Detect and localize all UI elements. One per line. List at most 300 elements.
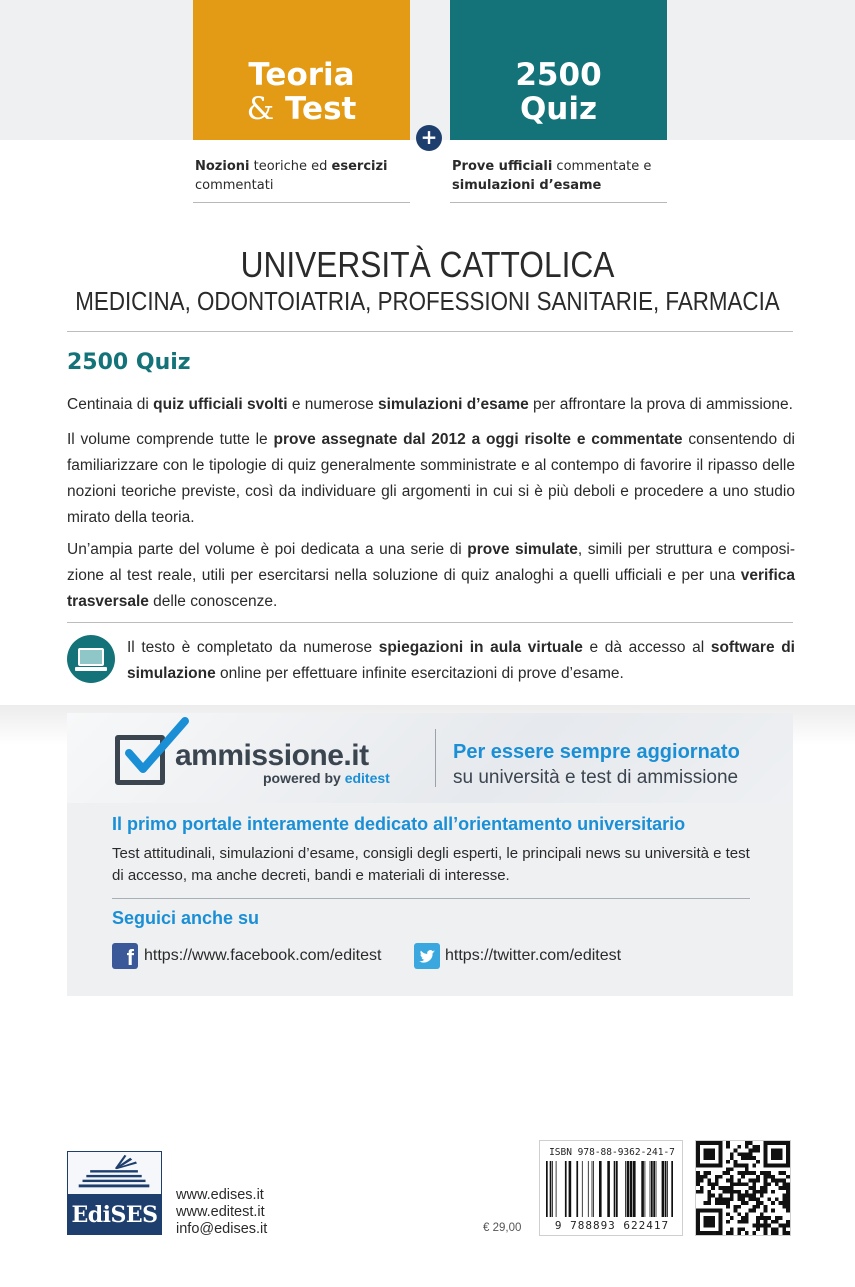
- qr-module: [700, 1179, 704, 1183]
- qr-module: [711, 1209, 715, 1213]
- qr-module: [741, 1175, 745, 1179]
- qr-module: [779, 1171, 783, 1175]
- qr-module: [779, 1216, 783, 1220]
- qr-module: [749, 1186, 753, 1190]
- qr-module: [756, 1201, 760, 1205]
- qr-module: [711, 1182, 715, 1186]
- qr-module: [771, 1220, 775, 1224]
- qr-module: [700, 1186, 704, 1190]
- qr-module: [779, 1141, 783, 1145]
- text: e numerose: [287, 396, 378, 413]
- qr-module: [745, 1231, 749, 1235]
- qr-module: [745, 1164, 749, 1168]
- qr-module: [756, 1160, 760, 1164]
- qr-module: [741, 1164, 745, 1168]
- qr-module: [786, 1141, 790, 1145]
- top-band: [0, 0, 855, 140]
- qr-module: [696, 1179, 700, 1183]
- qr-module: [704, 1152, 708, 1156]
- monitor-base: [75, 667, 107, 671]
- qr-module: [737, 1182, 741, 1186]
- qr-module: [771, 1156, 775, 1160]
- barcode-bar: [627, 1161, 630, 1217]
- text: online per effettuare infinite esercitazioni di prove d’esame.: [215, 665, 624, 682]
- qr-module: [764, 1179, 768, 1183]
- qr-module: [704, 1141, 708, 1145]
- price: € 29,00: [483, 1222, 522, 1234]
- qr-module: [767, 1175, 771, 1179]
- barcode-bars: [546, 1161, 678, 1217]
- qr-module: [696, 1149, 700, 1153]
- website-edises[interactable]: www.edises.it: [176, 1187, 264, 1203]
- qr-module: [704, 1216, 708, 1220]
- qr-module: [696, 1182, 700, 1186]
- qr-module: [749, 1149, 753, 1153]
- qr-module: [711, 1141, 715, 1145]
- qr-module: [764, 1220, 768, 1224]
- qr-module: [696, 1145, 700, 1149]
- qr-module: [749, 1197, 753, 1201]
- divider: [67, 331, 793, 332]
- qr-module: [726, 1205, 730, 1209]
- qr-module: [696, 1227, 700, 1231]
- qr-module: [752, 1179, 756, 1183]
- portal-heading: Il primo portale interamente dedicato all’orientamento universitario: [112, 814, 686, 834]
- qr-module: [749, 1179, 753, 1183]
- qr-module: [786, 1209, 790, 1213]
- qr-module: [745, 1190, 749, 1194]
- qr-module: [700, 1190, 704, 1194]
- ammissione-header: [67, 713, 793, 803]
- qr-module: [711, 1156, 715, 1160]
- qr-module: [730, 1227, 734, 1231]
- teoria-caption: [195, 157, 410, 195]
- qr-module: [764, 1209, 768, 1213]
- paragraph-4: [127, 635, 795, 687]
- qr-module: [719, 1197, 723, 1201]
- qr-module: [704, 1164, 708, 1168]
- qr-module: [775, 1152, 779, 1156]
- barcode-bar: [582, 1161, 583, 1217]
- qr-module: [786, 1182, 790, 1186]
- qr-module: [726, 1220, 730, 1224]
- qr-module: [749, 1194, 753, 1198]
- qr-module: [707, 1216, 711, 1220]
- qr-module: [752, 1171, 756, 1175]
- qr-module: [752, 1182, 756, 1186]
- text: consentendo di familiarizzare con le tipologie di quiz generalmente somministrate e al contempo di favorire il ripasso delle nozioni teoriche previste, così da individuare gli argomenti in cui si è più deboli e procedere a uno studio mirato della teoria.: [67, 431, 795, 526]
- tagline-2: su università e test di ammissione: [453, 767, 739, 788]
- barcode-bar: [645, 1161, 646, 1217]
- qr-module: [704, 1149, 708, 1153]
- qr-module: [726, 1167, 730, 1171]
- website-editest[interactable]: www.editest.it: [176, 1204, 265, 1220]
- qr-module: [767, 1164, 771, 1168]
- qr-module: [756, 1145, 760, 1149]
- barcode-bar: [625, 1161, 626, 1217]
- qr-module: [741, 1216, 745, 1220]
- qr-module: [719, 1227, 723, 1231]
- qr-module: [771, 1141, 775, 1145]
- powered-by: [263, 770, 390, 786]
- qr-module: [700, 1231, 704, 1235]
- qr-module: [786, 1186, 790, 1190]
- qr-module: [730, 1194, 734, 1198]
- qr-module: [707, 1190, 711, 1194]
- qr-module: [775, 1141, 779, 1145]
- qr-module: [756, 1190, 760, 1194]
- qr-module: [745, 1156, 749, 1160]
- qr-module: [707, 1209, 711, 1213]
- qr-module: [745, 1220, 749, 1224]
- qr-module: [707, 1224, 711, 1228]
- qr-module: [786, 1190, 790, 1194]
- qr-module: [764, 1190, 768, 1194]
- barcode-bar: [593, 1161, 594, 1217]
- qr-module: [786, 1149, 790, 1153]
- qr-module: [711, 1149, 715, 1153]
- qr-module: [764, 1231, 768, 1235]
- qr-module: [782, 1224, 786, 1228]
- qr-module: [782, 1179, 786, 1183]
- qr-module: [730, 1231, 734, 1235]
- barcode-bar: [607, 1161, 610, 1217]
- qr-module: [726, 1201, 730, 1205]
- text: Il volume comprende tutte le: [67, 431, 274, 448]
- qr-module: [726, 1197, 730, 1201]
- bold-text: quiz ufficiali svolti: [153, 396, 288, 413]
- qr-module: [764, 1145, 768, 1149]
- qr-module: [760, 1216, 764, 1220]
- qr-module: [734, 1160, 738, 1164]
- qr-module: [707, 1149, 711, 1153]
- qr-module: [775, 1220, 779, 1224]
- qr-module: [786, 1205, 790, 1209]
- caption-text: commentate e: [552, 159, 652, 174]
- qr-module: [719, 1212, 723, 1216]
- qr-module: [707, 1231, 711, 1235]
- section-title: 2500 Quiz: [67, 350, 191, 375]
- ampersand: &: [246, 91, 275, 127]
- qr-module: [786, 1152, 790, 1156]
- text: e dà accesso al: [582, 639, 711, 656]
- qr-module: [719, 1156, 723, 1160]
- qr-module: [704, 1231, 708, 1235]
- barcode-bar: [650, 1161, 651, 1217]
- qr-module: [786, 1160, 790, 1164]
- qr-module: [726, 1186, 730, 1190]
- qr-module: [741, 1197, 745, 1201]
- qr-code-pattern: [696, 1141, 790, 1235]
- qr-module: [752, 1145, 756, 1149]
- qr-module: [704, 1175, 708, 1179]
- caption-bold: Nozioni: [195, 159, 250, 174]
- qr-module: [775, 1216, 779, 1220]
- test-word: Test: [274, 91, 357, 127]
- barcode-bar: [665, 1161, 667, 1217]
- qr-module: [752, 1194, 756, 1198]
- qr-module: [786, 1175, 790, 1179]
- qr-module: [760, 1201, 764, 1205]
- text: per affrontare la prova di ammissione.: [528, 396, 793, 413]
- facebook-link[interactable]: https://www.facebook.com/editest: [144, 947, 382, 964]
- qr-module: [719, 1224, 723, 1228]
- ammissione-name: ammissione.it: [175, 739, 369, 772]
- qr-module: [730, 1179, 734, 1183]
- qr-module: [707, 1141, 711, 1145]
- qr-module: [722, 1190, 726, 1194]
- qr-module: [764, 1152, 768, 1156]
- barcode-bar: [653, 1161, 655, 1217]
- qr-module: [782, 1141, 786, 1145]
- qr-module: [756, 1227, 760, 1231]
- qr-module: [704, 1156, 708, 1160]
- qr-module: [737, 1231, 741, 1235]
- qr-module: [782, 1171, 786, 1175]
- qr-module: [715, 1141, 719, 1145]
- qr-module: [719, 1164, 723, 1168]
- text: Un’ampia parte del volume è poi dedicata a una serie di: [67, 541, 468, 558]
- qr-module: [704, 1224, 708, 1228]
- qr-module: [730, 1156, 734, 1160]
- qr-module: [756, 1216, 760, 1220]
- qr-module: [737, 1190, 741, 1194]
- qr-module: [775, 1197, 779, 1201]
- qr-module: [764, 1171, 768, 1175]
- contact-email[interactable]: info@edises.it: [176, 1221, 268, 1237]
- qr-code[interactable]: [695, 1140, 791, 1236]
- barcode-bar: [588, 1161, 589, 1217]
- qr-module: [741, 1220, 745, 1224]
- qr-module: [730, 1197, 734, 1201]
- qr-module: [756, 1197, 760, 1201]
- qr-module: [760, 1190, 764, 1194]
- qr-module: [745, 1167, 749, 1171]
- qr-module: [707, 1164, 711, 1168]
- qr-module: [782, 1164, 786, 1168]
- divider: [67, 622, 793, 623]
- qr-module: [786, 1194, 790, 1198]
- qr-module: [771, 1227, 775, 1231]
- qr-module: [722, 1201, 726, 1205]
- ean-number: 9 788893 622417: [554, 1219, 670, 1232]
- qr-module: [696, 1231, 700, 1235]
- barcode-bar: [592, 1161, 593, 1217]
- qr-module: [715, 1164, 719, 1168]
- qr-module: [730, 1216, 734, 1220]
- qr-module: [764, 1141, 768, 1145]
- qr-module: [779, 1152, 783, 1156]
- barcode-bar: [616, 1161, 618, 1217]
- qr-module: [722, 1186, 726, 1190]
- qr-module: [764, 1164, 768, 1168]
- barcode-bar: [550, 1161, 552, 1217]
- qr-module: [775, 1149, 779, 1153]
- qr-module: [745, 1171, 749, 1175]
- qr-module: [711, 1220, 715, 1224]
- logo-book-emblem: [67, 1151, 162, 1195]
- qr-module: [715, 1201, 719, 1205]
- qr-module: [711, 1152, 715, 1156]
- qr-module: [730, 1175, 734, 1179]
- qr-module: [719, 1145, 723, 1149]
- qr-module: [782, 1194, 786, 1198]
- qr-module: [775, 1179, 779, 1183]
- qr-module: [726, 1171, 730, 1175]
- paragraph-2: [67, 427, 795, 531]
- qr-module: [741, 1156, 745, 1160]
- qr-module: [737, 1205, 741, 1209]
- qr-module: [707, 1194, 711, 1198]
- bold-text: verifica trasversale: [67, 567, 795, 610]
- caption-bold: Prove ufficiali: [452, 159, 553, 174]
- qr-module: [752, 1156, 756, 1160]
- qr-module: [745, 1201, 749, 1205]
- caption-text: teoriche ed: [249, 159, 332, 174]
- qr-module: [786, 1201, 790, 1205]
- caption-underline: [193, 202, 410, 203]
- qr-module: [782, 1197, 786, 1201]
- qr-module: [771, 1152, 775, 1156]
- caption-bold: simulazioni d’esame: [452, 178, 602, 193]
- qr-module: [760, 1186, 764, 1190]
- qr-module: [764, 1160, 768, 1164]
- qr-module: [752, 1209, 756, 1213]
- qr-module: [779, 1201, 783, 1205]
- qr-module: [782, 1201, 786, 1205]
- qr-module: [704, 1209, 708, 1213]
- qr-module: [722, 1197, 726, 1201]
- monitor-icon: [67, 635, 115, 683]
- qr-module: [752, 1190, 756, 1194]
- powered-brand: editest: [344, 770, 390, 786]
- bold-text: simulazioni d’esame: [378, 396, 529, 413]
- qr-module: [711, 1216, 715, 1220]
- barcode-bar: [656, 1161, 657, 1217]
- qr-module: [715, 1231, 719, 1235]
- qr-module: [704, 1171, 708, 1175]
- teoria-test-box: [193, 0, 410, 140]
- barcode-bar: [546, 1161, 548, 1217]
- barcode-bar: [599, 1161, 602, 1217]
- qr-module: [752, 1231, 756, 1235]
- qr-module: [786, 1197, 790, 1201]
- qr-module: [745, 1182, 749, 1186]
- qr-module: [715, 1182, 719, 1186]
- qr-module: [749, 1209, 753, 1213]
- qr-module: [726, 1141, 730, 1145]
- qr-module: [749, 1152, 753, 1156]
- twitter-bird: [414, 943, 440, 969]
- barcode-bar: [576, 1161, 578, 1217]
- qr-module: [779, 1186, 783, 1190]
- qr-module: [737, 1179, 741, 1183]
- qr-module: [752, 1224, 756, 1228]
- bold-text: spiegazioni in aula virtuale: [378, 639, 583, 656]
- qr-module: [786, 1231, 790, 1235]
- qr-module: [782, 1182, 786, 1186]
- qr-module: [767, 1224, 771, 1228]
- paragraph-3: [67, 537, 795, 615]
- qr-module: [779, 1224, 783, 1228]
- qr-module: [771, 1175, 775, 1179]
- qr-module: [715, 1197, 719, 1201]
- qr-module: [700, 1175, 704, 1179]
- qr-module: [752, 1186, 756, 1190]
- barcode-bar: [671, 1161, 673, 1217]
- qr-module: [745, 1145, 749, 1149]
- qr-module: [696, 1190, 700, 1194]
- qr-module: [782, 1186, 786, 1190]
- paragraph-1: [67, 392, 795, 418]
- qr-module: [734, 1149, 738, 1153]
- text: delle conoscenze.: [148, 593, 278, 610]
- qr-module: [771, 1190, 775, 1194]
- caption-text: commentati: [195, 178, 274, 193]
- barcode-bar: [565, 1161, 567, 1217]
- qr-module: [737, 1227, 741, 1231]
- test-label: [193, 92, 410, 126]
- qr-module: [700, 1141, 704, 1145]
- qr-module: [786, 1164, 790, 1168]
- qr-module: [719, 1194, 723, 1198]
- qr-module: [752, 1164, 756, 1168]
- qr-module: [719, 1209, 723, 1213]
- facebook-icon[interactable]: f: [112, 943, 138, 969]
- qr-module: [711, 1164, 715, 1168]
- qr-module: [730, 1152, 734, 1156]
- twitter-link[interactable]: https://twitter.com/editest: [445, 947, 622, 964]
- qr-module: [756, 1224, 760, 1228]
- qr-module: [756, 1205, 760, 1209]
- qr-module: [752, 1197, 756, 1201]
- qr-module: [737, 1171, 741, 1175]
- qr-module: [741, 1227, 745, 1231]
- qr-module: [734, 1164, 738, 1168]
- text: Centinaia di: [67, 396, 154, 413]
- qr-module: [782, 1231, 786, 1235]
- qr-module: [745, 1152, 749, 1156]
- qr-module: [764, 1216, 768, 1220]
- faculty-subtitle: MEDICINA, ODONTOIATRIA, PROFESSIONI SANITARIE, FARMACIA: [75, 286, 780, 316]
- qr-module: [779, 1179, 783, 1183]
- powered-prefix: powered by: [263, 770, 345, 786]
- qr-module: [711, 1224, 715, 1228]
- qr-module: [707, 1156, 711, 1160]
- qr-module: [771, 1209, 775, 1213]
- qr-module: [726, 1160, 730, 1164]
- qr-module: [775, 1227, 779, 1231]
- qr-module: [767, 1197, 771, 1201]
- qr-module: [749, 1156, 753, 1160]
- qr-module: [719, 1149, 723, 1153]
- qr-module: [726, 1212, 730, 1216]
- portal-description: Test attitudinali, simulazioni d’esame, consigli degli esperti, le principali news su università e test di accesso, ma anche decreti, bandi e materiali di interesse.: [112, 845, 750, 884]
- qr-module: [719, 1231, 723, 1235]
- quiz-count: 2500: [515, 57, 602, 93]
- qr-module: [704, 1201, 708, 1205]
- qr-module: [771, 1201, 775, 1205]
- qr-module: [786, 1220, 790, 1224]
- qr-module: [741, 1201, 745, 1205]
- qr-module: [730, 1190, 734, 1194]
- qr-module: [715, 1175, 719, 1179]
- isbn-label: ISBN 978-88-9362-241-7: [549, 1147, 675, 1158]
- barcode-bar: [662, 1161, 665, 1217]
- qr-module: [786, 1145, 790, 1149]
- twitter-icon[interactable]: [414, 943, 440, 969]
- qr-module: [764, 1227, 768, 1231]
